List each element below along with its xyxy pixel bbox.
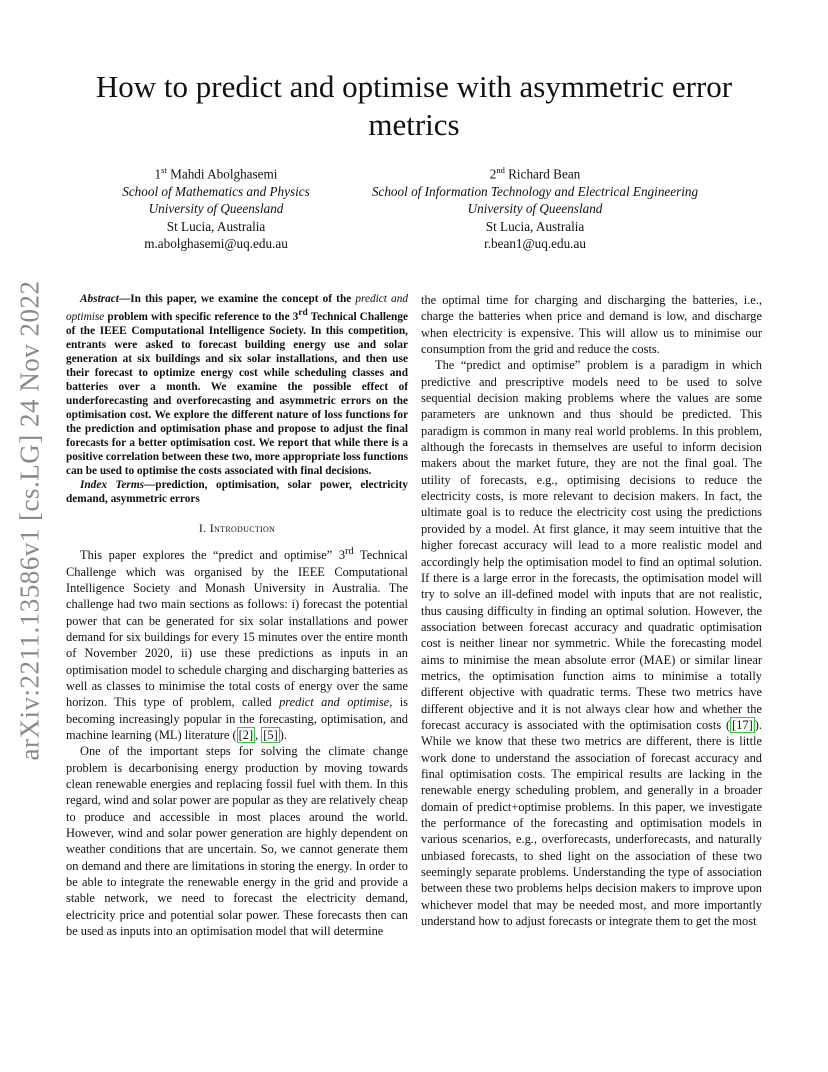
section-heading-introduction: I. Introduction bbox=[198, 520, 276, 535]
author-university: University of Queensland bbox=[467, 201, 603, 217]
author-name: 2nd Richard Bean bbox=[489, 165, 581, 182]
author-department: School of Information Technology and Electrical Engineering bbox=[371, 183, 699, 199]
citation-link[interactable]: [2] bbox=[238, 728, 254, 743]
author-department: School of Mathematics and Physics bbox=[122, 183, 310, 199]
author-location: St Lucia, Australia bbox=[166, 218, 266, 234]
author-location: St Lucia, Australia bbox=[485, 218, 585, 234]
index-terms: Index Terms—prediction, optimisation, solar power, electricity demand, asymmetric errors bbox=[66, 478, 408, 505]
author-university: University of Queensland bbox=[148, 201, 284, 217]
paper-title: How to predict and optimise with asymmetric error metrics bbox=[95, 69, 733, 142]
author-email: m.abolghasemi@uq.edu.au bbox=[144, 236, 288, 252]
author-email: r.bean1@uq.edu.au bbox=[484, 236, 586, 252]
left-column bbox=[66, 292, 408, 939]
right-paragraph-2: The “predict and optimise” problem is a paradigm in which predictive and prescriptive models need to be used to solve sequential decision making problems where the values are some parameters are unknown and thus should be predicted. This paradigm is common in many real world problems. In this problem, although the forecasts in themselves are useful to inform decision makers about the market future, they are not the final goal. The utility of forecasts, e.g., optimising decisions to reduce the electricity costs, is more relevant to decision makers. In fact, the ultimate goal is to reduce the electricity cost using the predictions provided by a model. At first glance, it may seem intuitive that the higher forecast accuracy will lead to a more realistic model and accordingly help the optimisation model to find an optimal solution. If there is a large error in the forecasts, the optimisation model will try to solve an ill-defined model with inputs that are not realistic, thus causing difficulty in finding an optimal solution. However, the association between forecast accuracy and quadratic optimisation cost is neither linear nor symmetric. While the forecasting model aims to minimise the mean absolute error (MAE) or similar linear metrics, the optimisation function aims to minimise a totally different objective with quadratic terms. These two metrics have different objective and it is not always clear how and whether the forecast accuracy is associated with the optimisation costs ( [17] ). While we know that these two metrics are different, there is little work done to understand the association of forecast accuracy and final optimisation costs. The empirical results are lacking in the renewable energy scheduling problem, and generally in a broader domain of predict+optimise problems. In this paper, we investigate the performance of the forecasting and optimisation models in various scenarios, e.g., overforecasts, underforecasts, and naturally unbiased forecasts, to shed light on the association of these two seemingly separate problems. Understanding the type of association between these two problems helps decision makers to improve upon whichever model that may be needed most, and more importantly understand how to adjust forecasts or integrate them to get the most bbox=[421, 358, 762, 929]
intro-paragraph-2: One of the important steps for solving the climate change problem is decarbonising energy production by moving towards clean renewable energies and replacing fossil fuel with them. In this regard, wind and solar power are popular as they are relatively cheap to produce and accessible in most places around the world. However, wind and solar power generation are highly dependent on weather conditions that are uncertain. So, we cannot generate them on demand and there are limitations in storing the energy. In order to be able to integrate the renewable energy in the grid and provide a stable network, we need to forecast the electricity demand, electricity price and potential solar power. These forecasts then can be used as inputs into an optimisation model that will determine bbox=[66, 744, 408, 939]
citation-link[interactable]: [5] bbox=[263, 728, 278, 743]
right-paragraph-1: the optimal time for charging and discharging the batteries, i.e., charge the batteries when price and demand is low, and discharge when electricity is expensive. This will allow us to minimise our consumption from the grid and reduce the costs. bbox=[421, 293, 762, 357]
author-name: 1st Mahdi Abolghasemi bbox=[154, 165, 278, 182]
author-block-1 bbox=[96, 162, 336, 252]
author-block-2 bbox=[330, 162, 740, 252]
right-column bbox=[421, 292, 762, 929]
abstract: Abstract—In this paper, we examine the concept of the predict and optimise problem with specific reference to the 3rd Technical Challenge of the IEEE Computational Intelligence Society. In this competition, entrants were asked to forecast building energy use and solar generation at six buildings and six solar installations, and then use their forecast to optimize energy cost while scheduling classes and batteries over a month. We examine the possible effect of underforecasting and overforecasting and asymmetric errors on the optimisation cost. We explore the different nature of loss functions for the prediction and optimisation phase and propose to adjust the final forecasts for a better optimisation cost. We report that while there is a positive correlation between these two, more appropriate loss functions can be used to optimise the costs associated with final decisions. bbox=[66, 293, 409, 477]
arxiv-stamp: arXiv:2211.13586v1 [cs.LG] 24 Nov 2022 bbox=[14, 280, 45, 760]
citation-link[interactable]: [17] bbox=[732, 717, 753, 732]
intro-paragraph-1: This paper explores the “predict and optimise” 3rd Technical Challenge which was organised by the IEEE Computational Intelligence Society and Monash University in Australia. The challenge had two main sections as follows: i) forecast the potential power that can be generated for six solar installations and power demand for six buildings for every 15 minutes over the entire month of November 2020, ii) use these predictions as inputs in an optimisation model to schedule charging and discharging batteries as well as classes to minimise the total costs of energy over the same horizon. This type of problem, called predict and optimise, is becoming increasingly popular in the forecasting, optimisation, and machine learning (ML) literature ( [2] , [5] ). bbox=[66, 546, 408, 743]
